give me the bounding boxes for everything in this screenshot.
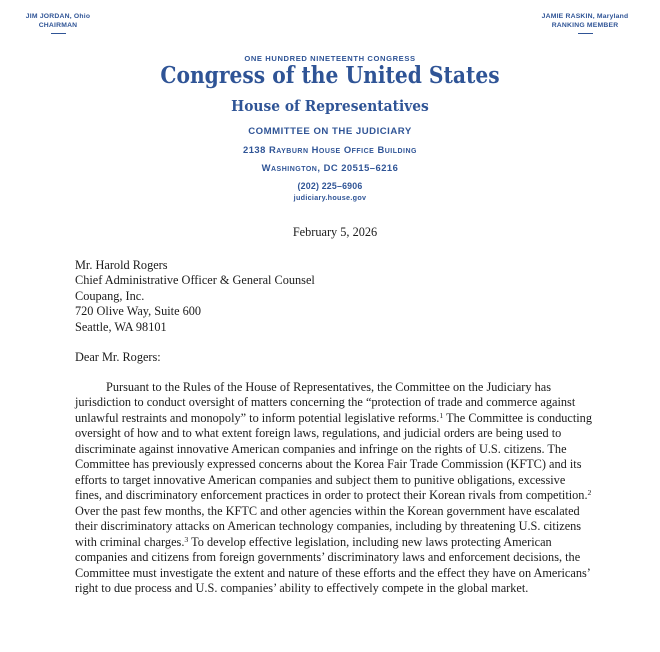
chairman-title: CHAIRMAN	[38, 21, 78, 29]
committee-address-line2: Washington, DC 20515–6216	[261, 162, 399, 173]
letter-body-column	[75, 225, 595, 597]
chairman-name: JIM JORDAN, Ohio	[25, 13, 91, 20]
recipient-street: 720 Olive Way, Suite 600	[75, 304, 202, 318]
chamber-title: House of Representatives	[231, 97, 429, 115]
committee-name: COMMITTEE ON THE JUDICIARY	[248, 126, 412, 137]
committee-address-line1: 2138 Rayburn House Office Building	[242, 144, 417, 155]
salutation: Dear Mr. Rogers:	[75, 350, 161, 364]
congress-title: Congress of the United States	[160, 62, 500, 89]
committee-website-url: judiciary.house.gov	[293, 193, 367, 202]
chairman-block	[18, 13, 98, 34]
congress-session-label: ONE HUNDRED NINETEENTH CONGRESS	[244, 54, 416, 63]
recipient-name: Mr. Harold Rogers	[75, 257, 168, 272]
recipient-company: Coupang, Inc.	[75, 288, 145, 303]
ranking-member-title: RANKING MEMBER	[551, 21, 619, 29]
chairman-divider	[51, 33, 66, 34]
recipient-city: Seattle, WA 98101	[75, 319, 167, 334]
recipient-address-block	[75, 258, 595, 336]
letter-body-paragraph: Pursuant to the Rules of the House of Representatives, the Committee on the Judiciary has jurisdiction to conduct oversight of matters concerning the “protection of trade and commerce against unlawful restraints and monopoly” to inform potential legislative reforms.$^1$ The Committee is conducting oversight of how and to what extent foreign laws, regulations, and judicial orders are being used to discriminate against innovative American companies and infringe on the rights of U.S. citizens. The Committee has previously expressed concerns about the Korea Fair Trade Commission (KFTC) and its efforts to target innovative American companies and subject them to punitive obligations, excessive fines, and discriminatory enforcement practices in order to protect their Korean rivals from competition.$^2$ Over the past few months, the KFTC and other agencies within the Korean government have escalated their discriminatory attacks on American technology companies, including by threatening U.S. citizens with criminal charges.$^3$ To develop effective legislation, including new laws protecting American companies and citizens from foreign governments’ discriminatory laws and enforcement decisions, the Committee must investigate the extent and nature of these efforts and the effect they have on Americans’ right to due process and U.S. companies’ ability to effectively compete in the global market.	[75, 379, 592, 595]
committee-phone: (202) 225–6906	[297, 181, 363, 191]
ranking-member-divider	[578, 33, 593, 34]
ranking-member-block	[538, 13, 632, 34]
ranking-member-name: JAMIE RASKIN, Maryland	[541, 13, 629, 20]
recipient-title: Chief Administrative Officer & General Counsel	[75, 273, 315, 287]
letter-date: February 5, 2026	[292, 225, 378, 239]
